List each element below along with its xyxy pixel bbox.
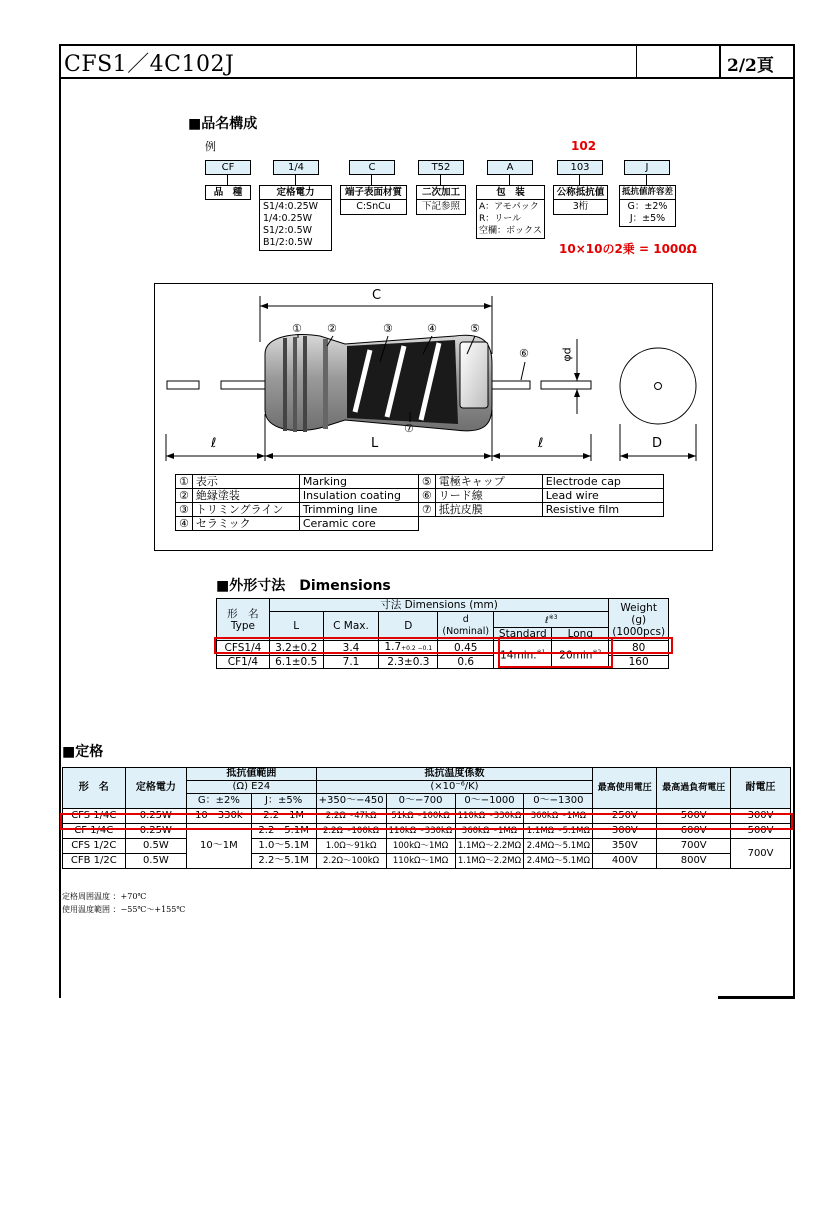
name-label: 抵抗値許容差 [620, 186, 675, 200]
header-d-nominal: d (Nominal) [438, 612, 494, 641]
arrow-head [574, 373, 580, 381]
cell-tcr: 1.1MΩ～5.1MΩ [524, 824, 593, 839]
cell-tcr: 2.4MΩ～5.1MΩ [524, 839, 593, 854]
frame-border [59, 44, 61, 998]
header-tcr-col: 0～−700 [386, 794, 455, 809]
cell-g: 10～1M [187, 824, 252, 869]
header-j: J：±5% [251, 794, 316, 809]
legend-empty [418, 517, 435, 531]
cell-tcr: 2.2Ω～100kΩ [316, 824, 386, 839]
arrow-head [265, 453, 273, 459]
callout-1: ① [292, 322, 302, 335]
lead-wire-right [541, 381, 591, 389]
table-row [63, 854, 791, 869]
page-number: 2/2頁 [727, 56, 774, 76]
header-tcr-col: 0～−1300 [524, 794, 593, 809]
legend-en: Insulation coating [299, 489, 418, 503]
cell-tcr: 110kΩ～330kΩ [386, 824, 455, 839]
legend-num: ③ [176, 503, 193, 517]
header-type: 形 名 [63, 768, 126, 809]
name-label: 包 装 [477, 186, 544, 200]
legend-num: ① [176, 475, 193, 489]
cell-max-voltage: 250V [593, 809, 657, 824]
cell-l: 3.2±0.2 [269, 641, 323, 656]
lead-wire-left [167, 381, 199, 389]
arrow-head [492, 453, 500, 459]
code-box-terminal: C [349, 160, 395, 175]
header-withstand-voltage: 耐電圧 [731, 768, 791, 809]
connector-line [371, 175, 372, 185]
cell-type: CF1/4 [217, 656, 270, 669]
cell-d-nominal: 0.6 [438, 656, 494, 669]
name-box-resistance [553, 185, 608, 215]
callout-leader [521, 362, 525, 380]
dim-label-phi-d: φd [560, 347, 574, 362]
callout-2: ② [327, 322, 337, 335]
red-code-annotation: 102 [571, 139, 597, 153]
resistor-drawing [154, 283, 713, 551]
cell-l: 6.1±0.5 [269, 656, 323, 669]
cell-tcr: 360kΩ～1MΩ [524, 809, 593, 824]
footnote-mark: ※1 [536, 649, 546, 657]
cell-j: 2.2～5.1M [251, 824, 316, 839]
name-box-secondary [416, 185, 466, 215]
legend-num: ⑤ [418, 475, 435, 489]
header-lead-symbol: ℓ [545, 616, 549, 626]
document-title: CFS1／4C102J [64, 52, 235, 77]
name-values: G：±2% J：±5% [627, 201, 668, 224]
name-values: 下記参照 [421, 201, 460, 212]
name-box-power [259, 185, 332, 251]
connector-line [227, 175, 228, 185]
cell-max-voltage: 300V [593, 824, 657, 839]
cell-tcr: 1.1MΩ～2.2MΩ [455, 839, 524, 854]
header-weight [609, 599, 669, 641]
name-box-terminal [340, 185, 407, 215]
electrode-cap [460, 342, 488, 408]
legend-num: ④ [176, 517, 193, 531]
legend-en: Trimming line [299, 503, 418, 517]
cell-tcr: 100kΩ～1MΩ [386, 839, 455, 854]
arrow-head [484, 303, 492, 309]
dim-label-lead: ℓ [538, 436, 544, 451]
highlight-box [498, 637, 613, 668]
legend-en: Resistive film [542, 503, 663, 517]
header-tcr-col: +350～−450 [316, 794, 386, 809]
header-type [217, 599, 270, 641]
cell-type: CF 1/4C [63, 824, 126, 839]
section-title-dimensions: ■外形寸法 Dimensions [216, 578, 391, 594]
name-values: C:SnCu [356, 201, 391, 212]
legend-jp: 抵抗皮膜 [435, 503, 542, 517]
footnote-mark: ※2 [592, 649, 602, 657]
cell-withstand-voltage: 500V [731, 824, 791, 839]
cell-c: 3.4 [323, 641, 379, 656]
arrow-head [583, 453, 591, 459]
parts-legend-table [175, 474, 664, 531]
connector-line [579, 175, 580, 185]
cell-type: CFS 1/2C [63, 839, 126, 854]
frame-border [59, 44, 795, 46]
header-divider [636, 44, 637, 78]
name-label: 公称抵抗値 [554, 186, 607, 200]
legend-row [176, 475, 664, 489]
cell-type: CFB 1/2C [63, 854, 126, 869]
red-formula-annotation: 10×10の2乗 = 1000Ω [559, 242, 697, 256]
note-rated-temp: 定格周囲温度 ：+70℃ [62, 892, 147, 901]
cell-power: 0.25W [125, 824, 187, 839]
header-tcr: 抵抗温度係数 [316, 768, 593, 781]
cell-standard-value: 14min. [500, 649, 537, 662]
dim-label-lead: ℓ [211, 436, 217, 451]
header-weight-1: Weight (g) [620, 601, 657, 626]
legend-jp: 絶縁塗装 [192, 489, 299, 503]
connector-line [646, 175, 647, 185]
header-d: D [379, 612, 438, 641]
cell-d-nominal: 0.45 [438, 641, 494, 656]
cell-power: 0.5W [125, 854, 187, 869]
arrow-head [688, 453, 696, 459]
header-long: Long [552, 628, 609, 641]
cell-max-voltage: 400V [593, 854, 657, 869]
arrow-head [257, 453, 265, 459]
cell-tcr: 51kΩ～100kΩ [386, 809, 455, 824]
legend-en: Marking [299, 475, 418, 489]
dim-label-d: D [652, 436, 663, 451]
connector-line [440, 175, 441, 185]
cell-max-voltage: 350V [593, 839, 657, 854]
cell-weight: 80 [609, 641, 669, 656]
end-view-lead [655, 383, 662, 390]
connector-line [295, 175, 296, 185]
cell-overload-voltage: 700V [657, 839, 731, 854]
arrow-head [166, 453, 174, 459]
cell-tcr: 360kΩ～1MΩ [455, 824, 524, 839]
example-label: 例 [205, 140, 216, 153]
name-box-tolerance [619, 185, 676, 227]
cell-d: 2.3±0.3 [379, 656, 438, 669]
highlight-box [60, 813, 793, 830]
header-standard: Standard [494, 628, 552, 641]
header-c: C Max. [323, 612, 379, 641]
cell-c: 7.1 [323, 656, 379, 669]
header-g: G：±2% [187, 794, 252, 809]
header-tcr-unit: (×10⁻⁶/K) [316, 781, 593, 794]
legend-jp: 電極キャップ [435, 475, 542, 489]
arrow-head [260, 303, 268, 309]
legend-en: Lead wire [542, 489, 663, 503]
cell-withstand-voltage: 300V [731, 809, 791, 824]
code-box-series: CF [205, 160, 251, 175]
header-type-jp: 形 名 [227, 607, 259, 620]
color-band [323, 339, 328, 429]
header-divider [719, 44, 721, 78]
legend-jp: 表示 [192, 475, 299, 489]
cell-withstand-voltage: 700V [731, 839, 791, 869]
color-band [283, 338, 287, 431]
legend-jp: リード線 [435, 489, 542, 503]
connector-line [509, 175, 510, 185]
code-box-resistance: 103 [557, 160, 603, 175]
legend-empty [542, 517, 663, 531]
legend-row [176, 503, 664, 517]
legend-num: ⑥ [418, 489, 435, 503]
header-tcr-col: 0～−1000 [455, 794, 524, 809]
name-label: 端子表面材質 [341, 186, 406, 200]
code-box-secondary: T52 [418, 160, 464, 175]
legend-jp: セラミック [192, 517, 299, 531]
legend-empty [435, 517, 542, 531]
header-type-en: Type [230, 619, 255, 632]
cell-j: 2.2～1M [251, 809, 316, 824]
name-box-series [205, 185, 251, 200]
header-range: 抵抗値範囲 [187, 768, 317, 781]
cell-overload-voltage: 600V [657, 824, 731, 839]
name-box-packaging [476, 185, 545, 239]
footnote-mark: ※3 [548, 614, 558, 621]
frame-border [718, 996, 795, 999]
cell-tcr: 1.0Ω～91kΩ [316, 839, 386, 854]
color-band [293, 337, 297, 432]
legend-row [176, 489, 664, 503]
cell-d-main: 1.7 [384, 641, 402, 653]
name-label: 品 種 [213, 187, 243, 198]
arrow-head [484, 453, 492, 459]
note-operating-temp: 使用温度範囲 ：−55℃～+155℃ [62, 905, 186, 914]
header-weight-2: (1000pcs) [612, 625, 666, 638]
table-row [63, 839, 791, 854]
legend-jp: トリミングライン [192, 503, 299, 517]
code-box-tolerance: J [624, 160, 670, 175]
cell-tcr: 2.2Ω～100kΩ [316, 854, 386, 869]
cell-j: 1.0～5.1M [251, 839, 316, 854]
cell-tcr: 110kΩ～1MΩ [386, 854, 455, 869]
section-title-rating: ■定格 [62, 744, 104, 760]
header-power: 定格電力 [125, 768, 187, 809]
color-band [303, 336, 307, 432]
header-lead-length [494, 612, 609, 628]
code-box-power: 1/4 [273, 160, 319, 175]
header-overload-voltage: 最高過負荷電圧 [657, 768, 731, 809]
header-l: L [269, 612, 323, 641]
cell-tcr: 1.1MΩ～2.2MΩ [455, 854, 524, 869]
name-label: 二次加工 [417, 186, 465, 200]
header-range-unit: (Ω) E24 [187, 781, 317, 794]
legend-num: ⑦ [418, 503, 435, 517]
callout-4: ④ [427, 322, 437, 335]
callout-7: ⑦ [404, 422, 414, 435]
cell-tcr: 110kΩ～330kΩ [455, 809, 524, 824]
cell-power: 0.5W [125, 839, 187, 854]
frame-border [793, 44, 795, 998]
legend-row [176, 517, 664, 531]
cell-d-tolerance: +0.2 −0.1 [401, 645, 433, 652]
cell-g: 10～330k [187, 809, 252, 824]
arrow-head [574, 389, 580, 397]
cell-type: CFS 1/4C [63, 809, 126, 824]
legend-en: Ceramic core [299, 517, 418, 531]
legend-en: Electrode cap [542, 475, 663, 489]
header-max-voltage: 最高使用電圧 [593, 768, 657, 809]
cell-type: CFS1/4 [217, 641, 270, 656]
cell-j: 2.2～5.1M [251, 854, 316, 869]
dim-label-c: C [372, 288, 382, 303]
dim-label-l: L [371, 436, 379, 451]
cell-weight: 160 [609, 656, 669, 669]
cell-tcr: 2.2Ω～47kΩ [316, 809, 386, 824]
legend-num: ② [176, 489, 193, 503]
cell-overload-voltage: 500V [657, 809, 731, 824]
code-box-packaging: A [487, 160, 533, 175]
cell-power: 0.25W [125, 809, 187, 824]
callout-3: ③ [383, 322, 393, 335]
name-label: 定格電力 [260, 186, 331, 200]
name-values: S1/4:0.25W 1/4:0.25W S1/2:0.5W B1/2:0.5W [263, 201, 319, 248]
cell-tcr: 2.4MΩ～5.1MΩ [524, 854, 593, 869]
cell-overload-voltage: 800V [657, 854, 731, 869]
callout-5: ⑤ [470, 322, 480, 335]
lead-wire-left [221, 381, 265, 389]
section-title-part-number: ■品名構成 [188, 116, 258, 132]
header-dimensions: 寸法 Dimensions (mm) [269, 599, 609, 612]
name-values: A：アモパック R：リール 空欄：ボックス [479, 202, 542, 236]
cell-long-value: 20min [559, 649, 593, 662]
callout-6: ⑥ [519, 347, 529, 360]
arrow-head [620, 453, 628, 459]
name-values: 3桁 [572, 201, 589, 212]
